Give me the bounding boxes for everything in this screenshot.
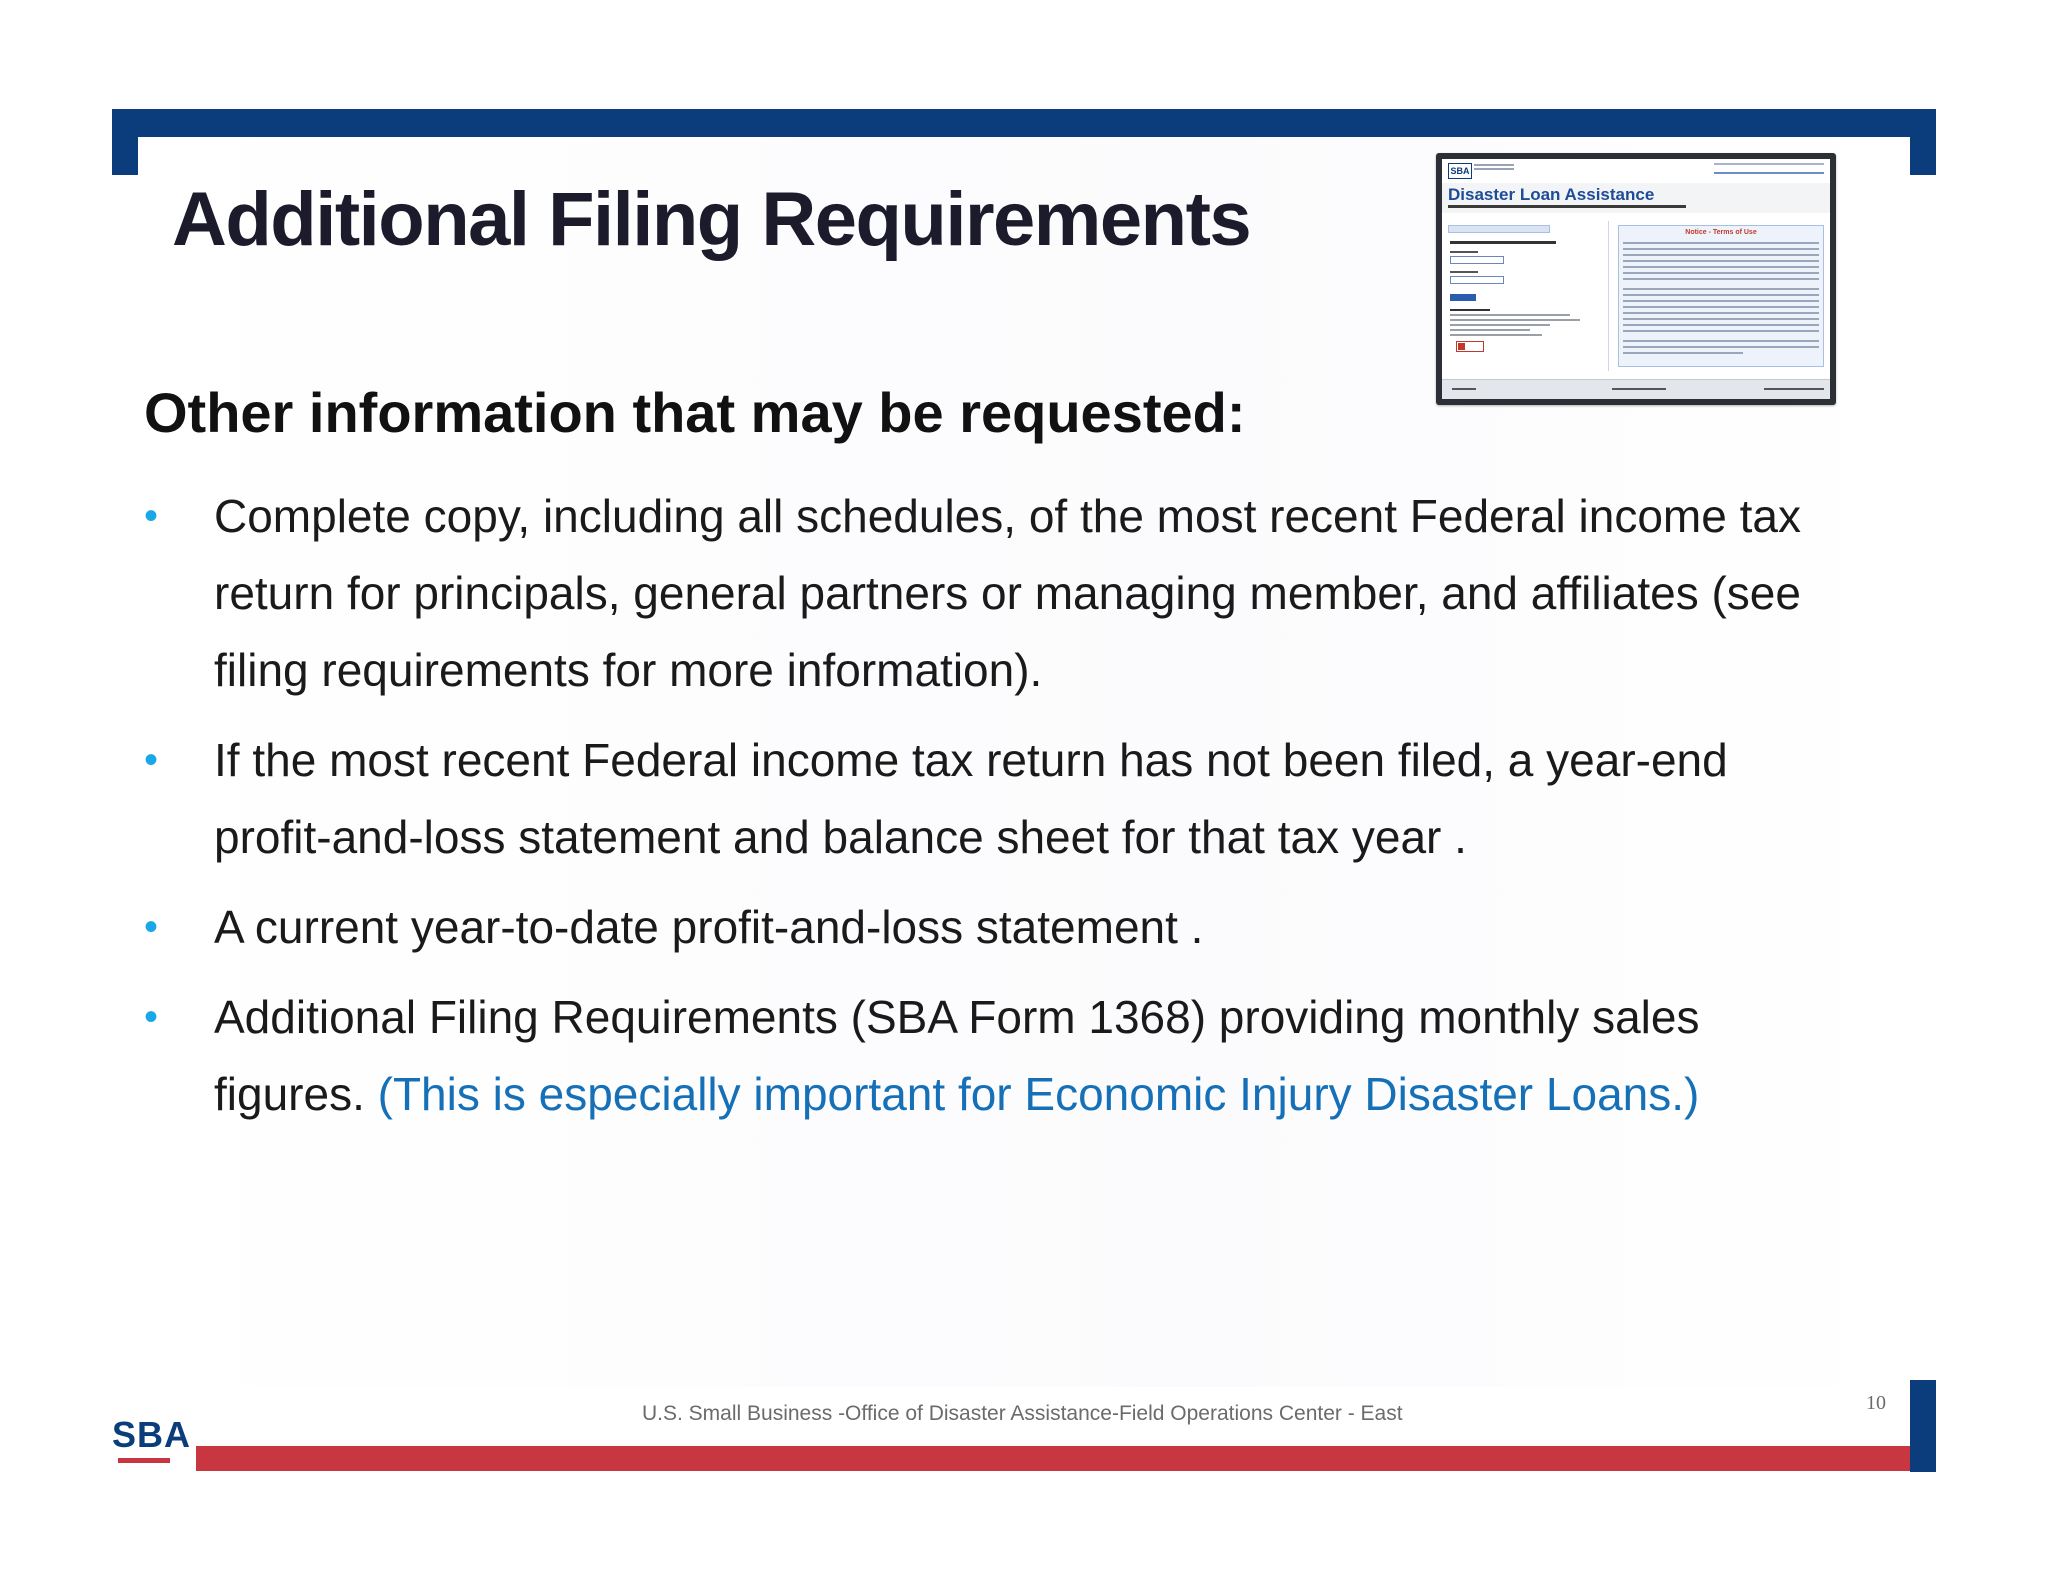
screenshot-username-field bbox=[1450, 256, 1504, 264]
screenshot-requirements-line bbox=[1450, 324, 1550, 326]
screenshot-footer-link bbox=[1452, 388, 1476, 390]
screenshot-notice-line bbox=[1623, 260, 1819, 262]
top-frame-right-post bbox=[1910, 109, 1936, 175]
screenshot-title: Disaster Loan Assistance bbox=[1448, 185, 1655, 204]
screenshot-notice-line bbox=[1623, 330, 1819, 332]
screenshot-notice-line bbox=[1623, 318, 1819, 320]
website-screenshot bbox=[1436, 153, 1836, 405]
bullet-text: Complete copy, including all schedules, of the most recent Federal income tax return for principals, general partners or managing member, and affiliates (see filing requirements for more information). bbox=[214, 490, 1801, 696]
screenshot-notice-line bbox=[1623, 352, 1743, 354]
screenshot-login-button bbox=[1450, 294, 1476, 301]
footer-text: U.S. Small Business -Office of Disaster Assistance-Field Operations Center - East bbox=[642, 1402, 1403, 1425]
bullet-icon: • bbox=[144, 494, 159, 538]
top-frame-bar bbox=[112, 109, 1936, 137]
bottom-frame-corner bbox=[1910, 1446, 1936, 1472]
screenshot-notice-line bbox=[1623, 248, 1819, 250]
bullet-list bbox=[144, 478, 1844, 1146]
screenshot-notice-line bbox=[1623, 346, 1819, 348]
section-heading: Other information that may be requested: bbox=[144, 381, 1246, 444]
screenshot-requirements-heading bbox=[1450, 309, 1490, 311]
screenshot-notice-line bbox=[1623, 254, 1819, 256]
screenshot-notice-line bbox=[1623, 312, 1819, 314]
bullet-icon: • bbox=[144, 905, 159, 949]
screenshot-adobe-badge bbox=[1456, 341, 1484, 352]
bullet-text: If the most recent Federal income tax return has not been filed, a year-end profit-and-loss statement and balance sheet for that tax year . bbox=[214, 734, 1728, 863]
screenshot-tabs bbox=[1448, 225, 1550, 233]
screenshot-header bbox=[1442, 159, 1830, 184]
sba-logo-underline bbox=[118, 1458, 170, 1463]
footer-red-bar bbox=[196, 1446, 1910, 1471]
screenshot-notice-box bbox=[1618, 225, 1824, 367]
screenshot-requirements-line bbox=[1450, 329, 1530, 331]
screenshot-notice-line bbox=[1623, 288, 1819, 290]
screenshot-logo-caption bbox=[1474, 164, 1514, 166]
sba-logo-icon bbox=[112, 1414, 192, 1470]
screenshot-requirements-line bbox=[1450, 319, 1580, 321]
screenshot-logo: SBA bbox=[1448, 163, 1472, 179]
bullet-icon: • bbox=[144, 995, 159, 1039]
bullet-text: Additional Filing Requirements (SBA Form 1368) providing monthly sales figures. bbox=[214, 991, 1700, 1120]
screenshot-notice-line bbox=[1623, 294, 1819, 296]
slide-title: Additional Filing Requirements bbox=[172, 177, 1251, 262]
screenshot-nav bbox=[1714, 163, 1824, 165]
bullet-text: A current year-to-date profit-and-loss statement . bbox=[214, 901, 1204, 953]
screenshot-subtitle bbox=[1448, 205, 1686, 208]
page-number: 10 bbox=[1866, 1392, 1886, 1414]
screenshot-password-label bbox=[1450, 271, 1478, 273]
screenshot-notice-line bbox=[1623, 324, 1819, 326]
top-frame-left-post bbox=[112, 109, 138, 175]
screenshot-divider bbox=[1608, 221, 1609, 371]
screenshot-notice-line bbox=[1623, 340, 1819, 342]
screenshot-notice-line bbox=[1623, 242, 1819, 244]
screenshot-notice-line bbox=[1623, 306, 1819, 308]
screenshot-footer-link bbox=[1764, 388, 1824, 390]
screenshot-login-heading bbox=[1450, 241, 1556, 244]
screenshot-password-field bbox=[1450, 276, 1504, 284]
screenshot-notice-line bbox=[1623, 278, 1819, 280]
screenshot-notice-line bbox=[1623, 266, 1819, 268]
screenshot-notice-line bbox=[1623, 300, 1819, 302]
bullet-icon: • bbox=[144, 738, 159, 782]
screenshot-requirements-line bbox=[1450, 334, 1542, 336]
bullet-item bbox=[144, 889, 1844, 966]
bullet-item bbox=[144, 722, 1844, 876]
screenshot-notice-line bbox=[1623, 272, 1819, 274]
bullet-item bbox=[144, 478, 1844, 709]
screenshot-content bbox=[1442, 159, 1830, 399]
bullet-item bbox=[144, 979, 1844, 1133]
sba-logo-text: SBA bbox=[112, 1414, 192, 1455]
bullet-highlight-text: (This is especially important for Economic Injury Disaster Loans.) bbox=[377, 1068, 1700, 1120]
screenshot-notice-title: Notice - Terms of Use bbox=[1685, 229, 1757, 236]
screenshot-footer-link bbox=[1612, 388, 1666, 390]
screenshot-username-label bbox=[1450, 251, 1478, 253]
screenshot-requirements-line bbox=[1450, 314, 1570, 316]
